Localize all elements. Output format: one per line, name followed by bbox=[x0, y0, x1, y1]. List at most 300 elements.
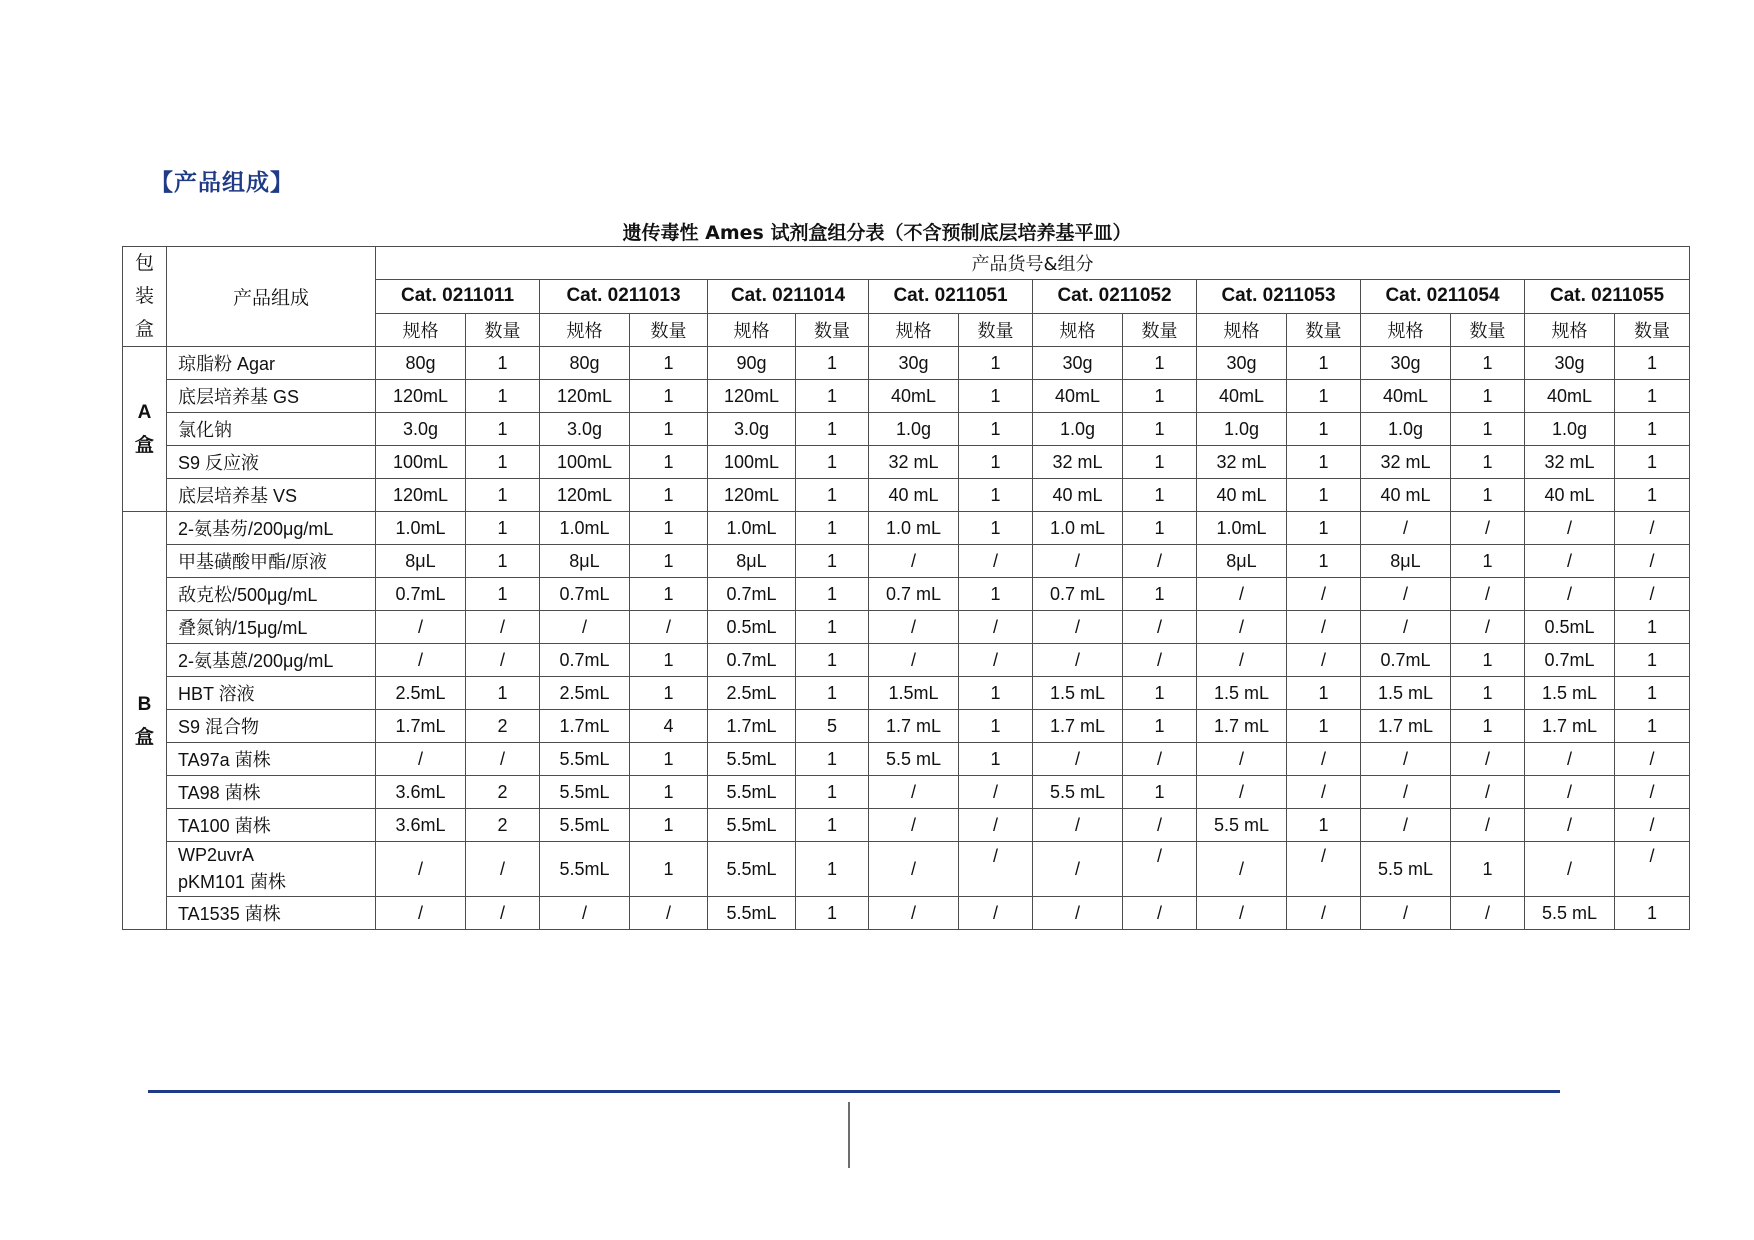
spec-header: 规格 bbox=[1525, 313, 1615, 346]
qty-cell: / bbox=[630, 611, 708, 644]
spec-cell: 40 mL bbox=[1033, 479, 1123, 512]
spec-header: 规格 bbox=[540, 313, 630, 346]
spec-cell: 1.5 mL bbox=[1197, 677, 1287, 710]
component-name bbox=[167, 380, 376, 413]
spec-cell: 0.7mL bbox=[1361, 644, 1451, 677]
spec-cell: / bbox=[1525, 512, 1615, 545]
spec-cell: 40mL bbox=[1033, 380, 1123, 413]
qty-cell: 1 bbox=[1123, 512, 1197, 545]
spec-cell: 80g bbox=[376, 347, 466, 380]
qty-cell: 1 bbox=[796, 446, 869, 479]
spec-cell: 5.5mL bbox=[708, 897, 796, 930]
spec-cell: / bbox=[1033, 644, 1123, 677]
qty-cell: 2 bbox=[466, 776, 540, 809]
qty-cell: 1 bbox=[1615, 611, 1690, 644]
spec-cell: 5.5mL bbox=[708, 776, 796, 809]
qty-cell: 1 bbox=[959, 512, 1033, 545]
spec-cell: 1.0mL bbox=[708, 512, 796, 545]
spec-cell: 1.0 mL bbox=[869, 512, 959, 545]
qty-cell: 1 bbox=[630, 512, 708, 545]
spec-cell: 0.7mL bbox=[376, 578, 466, 611]
spec-cell: / bbox=[376, 743, 466, 776]
qty-header: 数量 bbox=[1615, 313, 1690, 346]
qty-cell: / bbox=[466, 743, 540, 776]
qty-cell: 1 bbox=[1615, 897, 1690, 930]
spec-cell: 1.7mL bbox=[708, 710, 796, 743]
qty-cell: 1 bbox=[466, 512, 540, 545]
box-label-cell bbox=[123, 347, 167, 512]
section-heading: 【产品组成】 bbox=[150, 170, 294, 196]
spec-cell: 32 mL bbox=[1197, 446, 1287, 479]
table-row bbox=[123, 677, 1690, 710]
spec-cell: 5.5mL bbox=[540, 776, 630, 809]
component-name bbox=[167, 743, 376, 776]
spec-cell: 2.5mL bbox=[708, 677, 796, 710]
qty-cell: 1 bbox=[466, 413, 540, 446]
spec-cell: / bbox=[1361, 578, 1451, 611]
qty-header: 数量 bbox=[1287, 313, 1361, 346]
qty-cell: 1 bbox=[630, 776, 708, 809]
spec-cell: 0.5mL bbox=[708, 611, 796, 644]
spec-cell: 1.0mL bbox=[376, 512, 466, 545]
qty-cell: / bbox=[1287, 743, 1361, 776]
spec-cell: 5.5mL bbox=[540, 842, 630, 897]
qty-header: 数量 bbox=[466, 313, 540, 346]
spec-cell: 0.7 mL bbox=[1033, 578, 1123, 611]
spec-cell: 1.7 mL bbox=[1197, 710, 1287, 743]
component-name-text: 2-氨基蒽/200μg/mL bbox=[178, 651, 334, 671]
table-row bbox=[123, 809, 1690, 842]
component-name bbox=[167, 776, 376, 809]
spec-cell: / bbox=[1525, 809, 1615, 842]
qty-cell: 1 bbox=[796, 578, 869, 611]
component-name-text: HBT 溶液 bbox=[178, 684, 255, 704]
qty-cell: / bbox=[959, 809, 1033, 842]
qty-cell: 1 bbox=[1287, 347, 1361, 380]
spec-cell: 32 mL bbox=[1525, 446, 1615, 479]
qty-cell: 1 bbox=[1451, 545, 1525, 578]
qty-cell: 1 bbox=[466, 578, 540, 611]
table-row bbox=[123, 446, 1690, 479]
qty-cell: 1 bbox=[1123, 446, 1197, 479]
qty-cell: / bbox=[1615, 545, 1690, 578]
spec-cell: / bbox=[1525, 578, 1615, 611]
table-row bbox=[123, 413, 1690, 446]
qty-cell: 1 bbox=[796, 347, 869, 380]
qty-header: 数量 bbox=[959, 313, 1033, 346]
qty-cell: 1 bbox=[796, 380, 869, 413]
spec-cell: 30g bbox=[869, 347, 959, 380]
qty-cell: 2 bbox=[466, 710, 540, 743]
spec-cell: 0.7mL bbox=[540, 644, 630, 677]
spec-cell: 0.5mL bbox=[1525, 611, 1615, 644]
qty-cell: / bbox=[1287, 776, 1361, 809]
qty-cell: 1 bbox=[1287, 809, 1361, 842]
header-group: 产品货号&组分 bbox=[376, 247, 1690, 280]
component-name-text: WP2uvrA pKM101 菌株 bbox=[178, 845, 287, 892]
component-name-text: S9 混合物 bbox=[178, 717, 260, 737]
spec-cell: / bbox=[1197, 776, 1287, 809]
qty-cell: 1 bbox=[1615, 347, 1690, 380]
spec-cell: 2.5mL bbox=[376, 677, 466, 710]
table-row bbox=[123, 545, 1690, 578]
component-name-text: 甲基磺酸甲酯/原液 bbox=[178, 552, 328, 572]
qty-cell: 1 bbox=[1123, 710, 1197, 743]
component-name bbox=[167, 479, 376, 512]
spec-cell: / bbox=[1361, 809, 1451, 842]
spec-cell: / bbox=[869, 776, 959, 809]
qty-cell: / bbox=[1615, 809, 1690, 842]
table-header bbox=[123, 247, 1690, 347]
qty-cell: 1 bbox=[1287, 677, 1361, 710]
spec-cell: 1.5mL bbox=[869, 677, 959, 710]
spec-cell: 32 mL bbox=[869, 446, 959, 479]
qty-cell: / bbox=[466, 644, 540, 677]
spec-cell: 120mL bbox=[708, 380, 796, 413]
qty-cell: 1 bbox=[796, 809, 869, 842]
component-name-text: S9 反应液 bbox=[178, 453, 260, 473]
qty-cell: 1 bbox=[796, 644, 869, 677]
qty-cell: 1 bbox=[1123, 776, 1197, 809]
qty-cell: / bbox=[1287, 842, 1361, 897]
spec-cell: 5.5mL bbox=[540, 809, 630, 842]
component-name-text: 敌克松/500μg/mL bbox=[178, 585, 318, 605]
qty-cell: 1 bbox=[1451, 644, 1525, 677]
component-name-text: 琼脂粉 Agar bbox=[178, 354, 276, 374]
spec-cell: / bbox=[869, 545, 959, 578]
catalog-header: Cat. 0211011 bbox=[376, 280, 540, 313]
spec-cell: 8μL bbox=[540, 545, 630, 578]
component-name-text: 底层培养基 VS bbox=[178, 486, 298, 506]
spec-cell: 40 mL bbox=[1197, 479, 1287, 512]
qty-cell: 1 bbox=[630, 545, 708, 578]
qty-cell: 1 bbox=[1123, 347, 1197, 380]
component-name bbox=[167, 842, 376, 897]
qty-cell: / bbox=[1123, 743, 1197, 776]
qty-cell: / bbox=[1451, 512, 1525, 545]
qty-cell: / bbox=[1451, 776, 1525, 809]
spec-cell: 3.0g bbox=[708, 413, 796, 446]
spec-cell: 80g bbox=[540, 347, 630, 380]
component-name bbox=[167, 545, 376, 578]
qty-cell: 1 bbox=[466, 545, 540, 578]
table-row bbox=[123, 710, 1690, 743]
qty-cell: 1 bbox=[796, 611, 869, 644]
qty-cell: / bbox=[1123, 611, 1197, 644]
qty-cell: / bbox=[630, 897, 708, 930]
qty-cell: / bbox=[466, 897, 540, 930]
component-name bbox=[167, 446, 376, 479]
spec-cell: 1.0g bbox=[869, 413, 959, 446]
qty-cell: 1 bbox=[796, 479, 869, 512]
spec-cell: 5.5mL bbox=[708, 809, 796, 842]
spec-cell: 5.5mL bbox=[708, 842, 796, 897]
qty-cell: 1 bbox=[630, 809, 708, 842]
component-name bbox=[167, 347, 376, 380]
qty-cell: 1 bbox=[959, 413, 1033, 446]
qty-cell: 1 bbox=[630, 677, 708, 710]
qty-cell: / bbox=[959, 644, 1033, 677]
qty-cell: 1 bbox=[1451, 446, 1525, 479]
qty-cell: 1 bbox=[796, 743, 869, 776]
qty-cell: 1 bbox=[630, 446, 708, 479]
table-row bbox=[123, 512, 1690, 545]
header-component: 产品组成 bbox=[167, 247, 376, 347]
component-name-text: TA1535 菌株 bbox=[178, 904, 281, 924]
spec-header: 规格 bbox=[376, 313, 466, 346]
spec-cell: 1.5 mL bbox=[1525, 677, 1615, 710]
qty-cell: 1 bbox=[1451, 842, 1525, 897]
qty-cell: / bbox=[1615, 842, 1690, 897]
qty-cell: / bbox=[959, 842, 1033, 897]
table-title: 遗传毒性 Ames 试剂盒组分表（不含预制底层培养基平皿） bbox=[622, 222, 1132, 244]
component-name-text: 2-氨基芴/200μg/mL bbox=[178, 519, 334, 539]
spec-cell: 120mL bbox=[540, 380, 630, 413]
table-row bbox=[123, 644, 1690, 677]
spec-cell: 1.5 mL bbox=[1033, 677, 1123, 710]
component-name-text: TA100 菌株 bbox=[178, 816, 271, 836]
component-name bbox=[167, 809, 376, 842]
spec-cell: 120mL bbox=[540, 479, 630, 512]
spec-cell: / bbox=[1033, 743, 1123, 776]
component-name bbox=[167, 677, 376, 710]
qty-cell: 1 bbox=[466, 479, 540, 512]
qty-cell: / bbox=[1451, 578, 1525, 611]
qty-cell: 1 bbox=[1615, 479, 1690, 512]
qty-cell: / bbox=[466, 842, 540, 897]
qty-header: 数量 bbox=[796, 313, 869, 346]
qty-cell: / bbox=[959, 776, 1033, 809]
spec-cell: / bbox=[1361, 776, 1451, 809]
qty-cell: 1 bbox=[796, 545, 869, 578]
qty-cell: 2 bbox=[466, 809, 540, 842]
box-label: B 盒 bbox=[134, 693, 154, 748]
qty-cell: 1 bbox=[1123, 677, 1197, 710]
table-row bbox=[123, 578, 1690, 611]
qty-cell: 1 bbox=[1123, 578, 1197, 611]
spec-header: 规格 bbox=[1033, 313, 1123, 346]
spec-cell: / bbox=[1033, 842, 1123, 897]
spec-cell: 3.6mL bbox=[376, 809, 466, 842]
spec-cell: 120mL bbox=[376, 380, 466, 413]
qty-cell: 1 bbox=[959, 380, 1033, 413]
header-box-label: 包 装 盒 bbox=[134, 252, 154, 340]
spec-cell: 100mL bbox=[376, 446, 466, 479]
catalog-header: Cat. 0211014 bbox=[708, 280, 869, 313]
spec-cell: 1.0 mL bbox=[1033, 512, 1123, 545]
qty-cell: / bbox=[1451, 611, 1525, 644]
qty-cell: / bbox=[1123, 644, 1197, 677]
spec-cell: / bbox=[1361, 611, 1451, 644]
qty-cell: 1 bbox=[466, 347, 540, 380]
spec-cell: / bbox=[1197, 611, 1287, 644]
qty-cell: 1 bbox=[1615, 380, 1690, 413]
qty-cell: 1 bbox=[796, 842, 869, 897]
spec-cell: / bbox=[1197, 578, 1287, 611]
composition-table bbox=[122, 246, 1690, 930]
qty-cell: / bbox=[1287, 644, 1361, 677]
qty-cell: 1 bbox=[1287, 512, 1361, 545]
spec-cell: 5.5mL bbox=[540, 743, 630, 776]
spec-cell: 1.7 mL bbox=[1525, 710, 1615, 743]
spec-header: 规格 bbox=[1361, 313, 1451, 346]
catalog-header: Cat. 0211013 bbox=[540, 280, 708, 313]
catalog-header: Cat. 0211053 bbox=[1197, 280, 1361, 313]
spec-cell: 1.7mL bbox=[376, 710, 466, 743]
spec-cell: 2.5mL bbox=[540, 677, 630, 710]
qty-cell: 1 bbox=[1123, 413, 1197, 446]
qty-cell: 1 bbox=[466, 380, 540, 413]
component-name-text: 氯化钠 bbox=[178, 420, 232, 440]
spec-cell: 0.7 mL bbox=[869, 578, 959, 611]
spec-cell: 3.0g bbox=[540, 413, 630, 446]
qty-cell: 1 bbox=[1287, 710, 1361, 743]
spec-cell: 1.0g bbox=[1197, 413, 1287, 446]
spec-cell: 0.7mL bbox=[540, 578, 630, 611]
qty-cell: 1 bbox=[959, 710, 1033, 743]
component-name bbox=[167, 611, 376, 644]
qty-cell: / bbox=[1123, 545, 1197, 578]
qty-cell: 1 bbox=[630, 842, 708, 897]
spec-cell: 1.0mL bbox=[1197, 512, 1287, 545]
spec-cell: / bbox=[1361, 897, 1451, 930]
spec-cell: / bbox=[869, 842, 959, 897]
spec-cell: / bbox=[376, 842, 466, 897]
component-name bbox=[167, 413, 376, 446]
qty-cell: 5 bbox=[796, 710, 869, 743]
spec-cell: / bbox=[1033, 611, 1123, 644]
qty-cell: 1 bbox=[630, 479, 708, 512]
spec-cell: 5.5 mL bbox=[1361, 842, 1451, 897]
spec-cell: 3.6mL bbox=[376, 776, 466, 809]
spec-cell: 5.5 mL bbox=[1197, 809, 1287, 842]
qty-cell: / bbox=[1287, 611, 1361, 644]
qty-cell: 1 bbox=[466, 677, 540, 710]
spec-cell: 3.0g bbox=[376, 413, 466, 446]
spec-cell: 40 mL bbox=[869, 479, 959, 512]
qty-cell: 1 bbox=[630, 578, 708, 611]
table-row bbox=[123, 347, 1690, 380]
spec-cell: / bbox=[1525, 743, 1615, 776]
qty-cell: / bbox=[1123, 842, 1197, 897]
qty-cell: 1 bbox=[630, 743, 708, 776]
qty-cell: 1 bbox=[1123, 380, 1197, 413]
qty-cell: 1 bbox=[1451, 347, 1525, 380]
spec-cell: 100mL bbox=[708, 446, 796, 479]
catalog-header: Cat. 0211054 bbox=[1361, 280, 1525, 313]
spec-cell: 8μL bbox=[376, 545, 466, 578]
qty-cell: 1 bbox=[1451, 479, 1525, 512]
table-row bbox=[123, 380, 1690, 413]
spec-cell: / bbox=[1361, 512, 1451, 545]
spec-cell: 32 mL bbox=[1033, 446, 1123, 479]
spec-cell: 0.7mL bbox=[1525, 644, 1615, 677]
spec-cell: / bbox=[1197, 842, 1287, 897]
spec-cell: / bbox=[376, 611, 466, 644]
component-name bbox=[167, 578, 376, 611]
spec-cell: 40mL bbox=[869, 380, 959, 413]
qty-cell: 1 bbox=[1451, 677, 1525, 710]
table-row bbox=[123, 897, 1690, 930]
qty-cell: / bbox=[959, 545, 1033, 578]
qty-cell: / bbox=[1123, 897, 1197, 930]
qty-cell: 1 bbox=[796, 512, 869, 545]
catalog-header: Cat. 0211055 bbox=[1525, 280, 1690, 313]
qty-cell: 1 bbox=[1615, 677, 1690, 710]
qty-cell: 1 bbox=[1287, 413, 1361, 446]
spec-cell: 120mL bbox=[708, 479, 796, 512]
qty-cell: 1 bbox=[630, 413, 708, 446]
qty-cell: 1 bbox=[630, 644, 708, 677]
qty-cell: / bbox=[1123, 809, 1197, 842]
spec-cell: 1.5 mL bbox=[1361, 677, 1451, 710]
qty-cell: 4 bbox=[630, 710, 708, 743]
qty-cell: 1 bbox=[1287, 479, 1361, 512]
qty-cell: 1 bbox=[1615, 446, 1690, 479]
spec-cell: 0.7mL bbox=[708, 644, 796, 677]
qty-cell: 1 bbox=[959, 446, 1033, 479]
spec-cell: 40mL bbox=[1197, 380, 1287, 413]
qty-cell: / bbox=[1451, 897, 1525, 930]
qty-cell: 1 bbox=[1615, 413, 1690, 446]
spec-cell: 1.0mL bbox=[540, 512, 630, 545]
component-name bbox=[167, 897, 376, 930]
qty-cell: 1 bbox=[1615, 710, 1690, 743]
spec-cell: 30g bbox=[1033, 347, 1123, 380]
spec-cell: / bbox=[869, 611, 959, 644]
spec-cell: 5.5mL bbox=[708, 743, 796, 776]
qty-cell: 1 bbox=[796, 776, 869, 809]
spec-cell: / bbox=[376, 897, 466, 930]
component-name-text: TA97a 菌株 bbox=[178, 750, 271, 770]
spec-cell: 40 mL bbox=[1525, 479, 1615, 512]
spec-cell: 30g bbox=[1197, 347, 1287, 380]
spec-cell: / bbox=[540, 897, 630, 930]
component-name-text: TA98 菌株 bbox=[178, 783, 261, 803]
qty-cell: 1 bbox=[1287, 545, 1361, 578]
table-body bbox=[123, 347, 1690, 930]
spec-cell: / bbox=[1197, 743, 1287, 776]
spec-cell: / bbox=[1033, 897, 1123, 930]
qty-cell: 1 bbox=[630, 380, 708, 413]
table-row bbox=[123, 743, 1690, 776]
qty-cell: 1 bbox=[1451, 413, 1525, 446]
qty-cell: / bbox=[959, 897, 1033, 930]
spec-cell: 90g bbox=[708, 347, 796, 380]
spec-cell: 30g bbox=[1525, 347, 1615, 380]
spec-cell: / bbox=[869, 644, 959, 677]
spec-cell: 32 mL bbox=[1361, 446, 1451, 479]
spec-cell: 0.7mL bbox=[708, 578, 796, 611]
spec-header: 规格 bbox=[869, 313, 959, 346]
spec-cell: 1.0g bbox=[1361, 413, 1451, 446]
qty-cell: / bbox=[1615, 776, 1690, 809]
spec-cell: 1.0g bbox=[1525, 413, 1615, 446]
qty-cell: / bbox=[1451, 743, 1525, 776]
qty-cell: 1 bbox=[1123, 479, 1197, 512]
qty-cell: 1 bbox=[1287, 380, 1361, 413]
spec-cell: 1.7 mL bbox=[1361, 710, 1451, 743]
table-row bbox=[123, 479, 1690, 512]
spec-cell: / bbox=[1361, 743, 1451, 776]
component-name bbox=[167, 512, 376, 545]
spec-cell: 120mL bbox=[376, 479, 466, 512]
spec-cell: 40mL bbox=[1525, 380, 1615, 413]
spec-cell: / bbox=[376, 644, 466, 677]
header-box-cell bbox=[123, 247, 167, 347]
component-name bbox=[167, 644, 376, 677]
spec-cell: / bbox=[1033, 545, 1123, 578]
